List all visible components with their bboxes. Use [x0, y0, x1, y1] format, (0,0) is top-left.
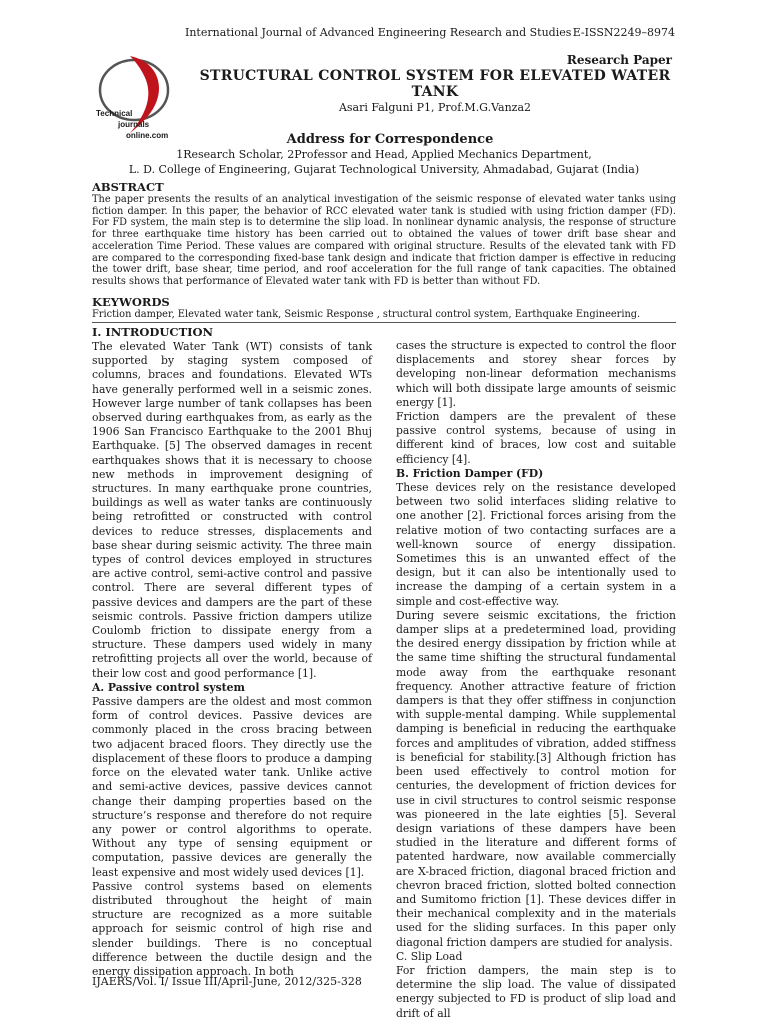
paper-title: STRUCTURAL CONTROL SYSTEM FOR ELEVATED WATER TANK [199, 68, 671, 100]
section-divider [92, 322, 676, 323]
subsection-b-heading: B. Friction Damper (FD) [396, 466, 544, 480]
intro-heading: I. INTRODUCTION [92, 325, 214, 339]
friction-intro-paragraph: Friction dampers are the prevalent of these passive control systems, because of using in different kind of braces, low cost and suitable efficiency [4]. [396, 410, 676, 466]
keywords-text: Friction damper, Elevated water tank, Seismic Response , structural control system, Earthquake Engineering. [92, 309, 641, 320]
passive-paragraph: Passive dampers are the oldest and most common form of control devices. Passive devices are commonly placed in the cross bracing between two adjacent braced floors. They directly use the displacement of these floors to produce a damping force on the elevated water tank. Unlike active and semi-active devices, passive devices cannot change their damping properties based on the structure’s response and therefore do not require any power or control algorithms to operate. Without any type of sensing equipment or computation, passive devices are generally the least expensive and most widely used devices [1]. [92, 695, 372, 879]
abstract-text: The paper presents the results of an analytical investigation of the seismic response of elevated water tanks using fiction damper. In this paper, the behavior of RCC elevated water tank is studied with using friction damper (FD). For FD system, the main step is to determine the slip load. In nonlinear dynamic analysis, the response of structure for three earthquake time history has been carried out to obtained the values of tower drift base shear and acceleration Time Period. These values are compared with original structure. Results of the elevated tank with FD are compared to the corresponding fixed-base tank design and indicate that friction damper is effective in reducing the tower drift, base shear, time period, and roof acceleration for the full range of tank capacities. The obtained results shows that performance of Elevated water tank with FD is better than without FD. [92, 194, 676, 287]
journal-name: International Journal of Advanced Engineering Research and Studies [185, 26, 572, 39]
keywords-heading: KEYWORDS [92, 295, 170, 309]
subsection-a-heading: A. Passive control system [92, 680, 245, 694]
abstract-heading: ABSTRACT [92, 180, 164, 194]
logo-wordmark: Technical journals online.com [96, 109, 169, 140]
paper-type: Research Paper [566, 53, 672, 67]
authors: Asari Falguni P1, Prof.M.G.Vanza2 [338, 101, 532, 114]
intro-paragraph: The elevated Water Tank (WT) consists of tank supported by staging system composed of columns, braces and foundations. Elevated WTs have generally performed well in a seismic zones. However large number of tank collapses has been observed during earthquakes from, as early as the 1906 San Francisco Earthquake to the 2001 Bhuj Earthquake. [5] The observed damages in recent earthquakes shows that it is necessary to choose new methods in improvement designing of structures. In many earthquake prone countries, buildings as well as water tanks are continuously being retrofitted or constructed with control devices to reduce stresses, displacements and base shear during seismic activity. The three main types of control devices employed in structures are active control, semi-active control and passive control. There are several different types of passive devices and dampers are the part of these seismic controls. Passive friction dampers utilize Coulomb friction to dissipate energy from a structure. These dampers used widely in many retrofitting projects all over the world, because of their low cost and good performance [1]. [92, 340, 372, 680]
left-column [92, 340, 372, 979]
passive-paragraph-2: Passive control systems based on elements distributed throughout the height of main structure are recognized as a more suitable approach for seismic control of high rise and slender buildings. There is no conceptual difference between the ductile design and the energy dissipation approach. In both [92, 879, 372, 978]
affiliation-line-2: L. D. College of Engineering, Gujarat Technological University, Ahmadabad, Gujarat (India) [128, 163, 640, 176]
slip-load-paragraph: For friction dampers, the main step is to determine the slip load. The value of dissipated energy subjected to FD is product of slip load and drift of all [396, 963, 676, 1020]
right-column [396, 339, 676, 1021]
issn: E-ISSN2249–8974 [572, 26, 675, 39]
continuation-paragraph: cases the structure is expected to control the floor displacements and storey shear forces by developing non-linear deformation mechanisms which will both dissipate large amounts of seismic energy [1]. [396, 339, 676, 409]
running-header [185, 26, 675, 39]
affiliation-line-1: 1Research Scholar, 2Professor and Head, Applied Mechanics Department, [176, 148, 592, 161]
page-footer: IJAERS/Vol. I/ Issue III/April-June, 2012/325-328 [92, 975, 362, 988]
subsection-c-heading: C. Slip Load [396, 949, 463, 963]
fd-paragraph: These devices rely on the resistance developed between two solid interfaces sliding relative to one another [2]. Frictional forces arising from the relative motion of two contacting surfaces are a well-known source of energy dissipation. Sometimes this is an unwanted effect of the design, but it can also be intentionally used to increase the damping of a certain system in a simple and cost-effective way. [396, 481, 676, 608]
correspondence-heading: Address for Correspondence [286, 132, 494, 147]
fd-paragraph-2: During severe seismic excitations, the friction damper slips at a predetermined load, providing the desired energy dissipation by friction while at the same time shifting the structural fundamental mode away from the earthquake resonant frequency. Another attractive feature of friction dampers is that they offer stiffness in conjunction with supple-mental damping. While supplemental damping is beneficial in reducing the earthquake forces and amplitudes of vibration, added stiffness is beneficial for stability.[3] Although friction has been used effectively to control motion for centuries, the development of friction devices for use in civil structures to control seismic response was pioneered in the late eighties [5]. Several design variations of these dampers have been studied in the literature and different forms of patented hardware, now available commercially are X-braced friction, diagonal braced friction and chevron braced friction, slotted bolted connection and Sumitomo friction [1]. These devices differ in their mechanical complexity and in the materials used for the sliding surfaces. In this paper only diagonal friction dampers are studied for analysis. [396, 608, 676, 949]
